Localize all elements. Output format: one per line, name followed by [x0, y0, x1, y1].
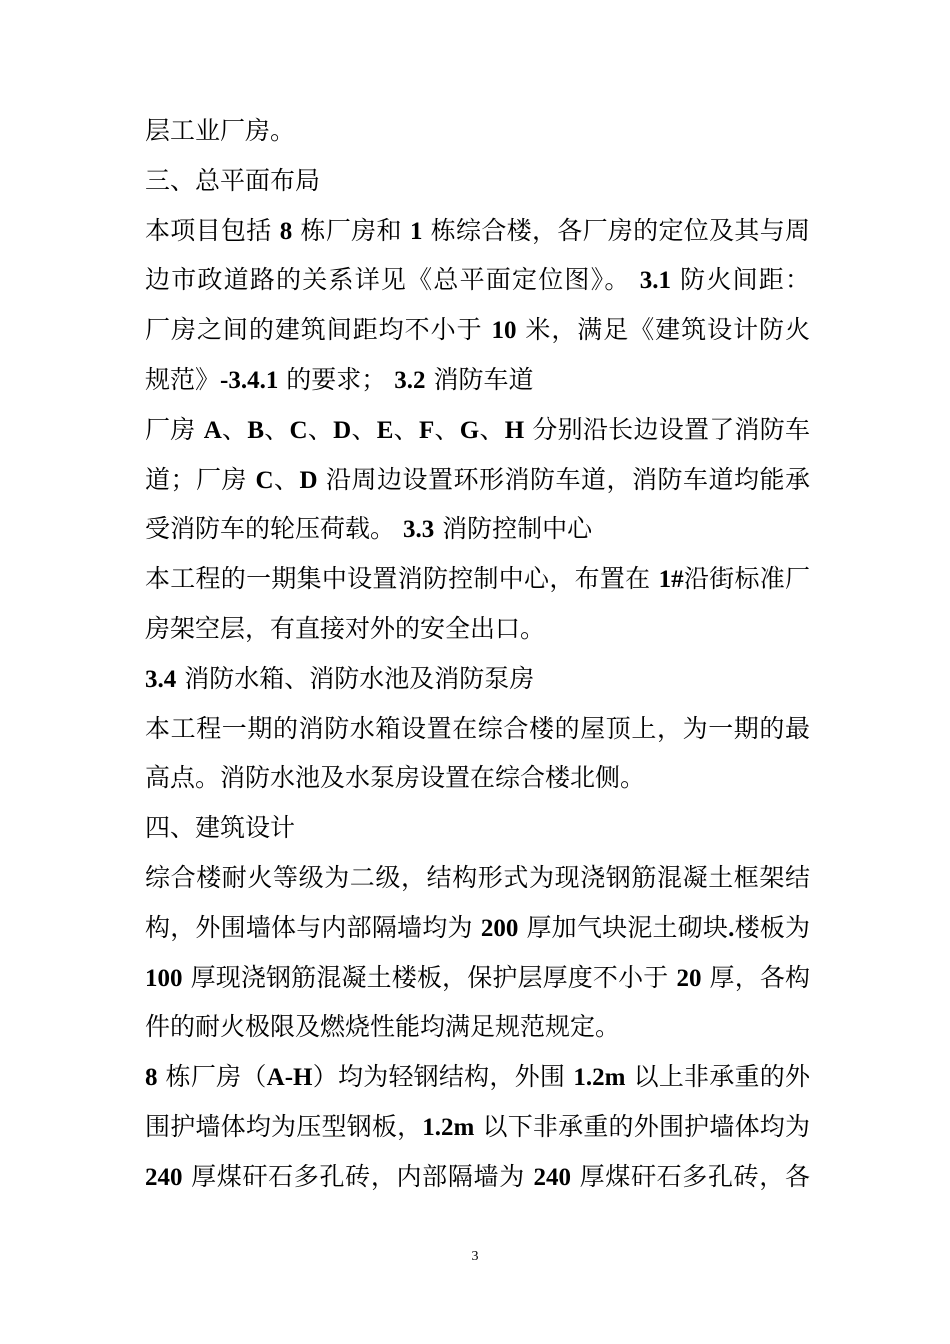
bold-run: 10 [491, 317, 517, 345]
text-line: 围护墙体均为压型钢板，1.2m 以下非承重的外围护墙体均为 [145, 1111, 810, 1141]
bold-run: A [203, 416, 222, 444]
body-text [145, 106, 810, 1202]
bold-run: 240 [145, 1163, 183, 1191]
bold-run: D [333, 416, 352, 444]
bold-run: 1.2m [422, 1113, 475, 1141]
text-line: 本工程一期的消防水箱设置在综合楼的屋顶上，为一期的最 [145, 713, 810, 743]
bold-run: C [255, 466, 274, 494]
text-line: 厂房之间的建筑间距均不小于 10 米，满足《建筑设计防火 [145, 315, 810, 345]
text-line: 受消防车的轮压荷载。 3.3 消防控制中心 [145, 514, 593, 544]
bold-run: G [459, 416, 480, 444]
bold-run: B [247, 416, 265, 444]
text-line: 综合楼耐火等级为二级，结构形式为现浇钢筋混凝土框架结 [145, 862, 810, 892]
bold-run: H [504, 416, 525, 444]
bold-run: A-H [266, 1064, 313, 1092]
text-line: 本项目包括 8 栋厂房和 1 栋综合楼，各厂房的定位及其与周 [145, 215, 810, 245]
text-line: 三、总平面布局 [145, 165, 321, 195]
bold-run: 3.3 [402, 516, 435, 544]
bold-run: . [728, 914, 735, 942]
text-line: 道；厂房 C、D 沿周边设置环形消防车道，消防车道均能承 [145, 464, 810, 494]
text-line: 3.4 消防水箱、消防水池及消防泵房 [145, 663, 535, 693]
bold-run: 100 [145, 964, 183, 992]
text-line: 件的耐火极限及燃烧性能均满足规范规定。 [145, 1012, 621, 1042]
bold-run: 3.2 [394, 366, 426, 394]
bold-run: 1# [658, 566, 684, 594]
text-line: 240 厚煤矸石多孔砖，内部隔墙为 240 厚煤矸石多孔砖，各 [145, 1161, 810, 1191]
bold-run: C [289, 416, 308, 444]
text-line: 层工业厂房。 [145, 116, 296, 145]
text-line: 边市政道路的关系详见《总平面定位图》。 3.1 防火间距： [145, 265, 810, 295]
text-line: 构，外围墙体与内部隔墙均为 200 厚加气块泥土砌块.楼板为 [145, 912, 810, 942]
text-line: 规范》-3.4.1 的要求； 3.2 消防车道 [145, 364, 534, 394]
text-line: 四、建筑设计 [145, 813, 296, 843]
page-number: 3 [471, 1249, 479, 1264]
bold-run: 1 [410, 217, 423, 245]
text-line: 8 栋厂房（A-H）均为轻钢结构，外围 1.2m 以上非承重的外 [145, 1062, 810, 1092]
text-line: 房架空层，有直接对外的安全出口。 [145, 613, 546, 643]
bold-run: 3.4 [145, 665, 177, 693]
bold-run: 1.2m [573, 1064, 626, 1092]
bold-run: 20 [676, 964, 702, 992]
bold-run: -3.4.1 [220, 366, 279, 394]
bold-run: 8 [279, 217, 293, 245]
bold-run: 3.1 [639, 267, 671, 295]
bold-run: 200 [480, 914, 519, 942]
text-line: 厂房 A、B、C、D、E、F、G、H 分别沿长边设置了消防车 [145, 414, 810, 444]
bold-run: 8 [145, 1064, 158, 1092]
text-line: 本工程的一期集中设置消防控制中心，布置在 1#沿街标准厂 [145, 564, 810, 594]
text-line: 100 厚现浇钢筋混凝土楼板，保护层厚度不小于 20 厚，各构 [145, 962, 810, 992]
bold-run: E [376, 416, 394, 444]
bold-run: D [299, 466, 318, 494]
bold-run: F [418, 416, 435, 444]
bold-run: 240 [533, 1163, 571, 1191]
text-line: 高点。消防水池及水泵房设置在综合楼北侧。 [145, 763, 646, 793]
